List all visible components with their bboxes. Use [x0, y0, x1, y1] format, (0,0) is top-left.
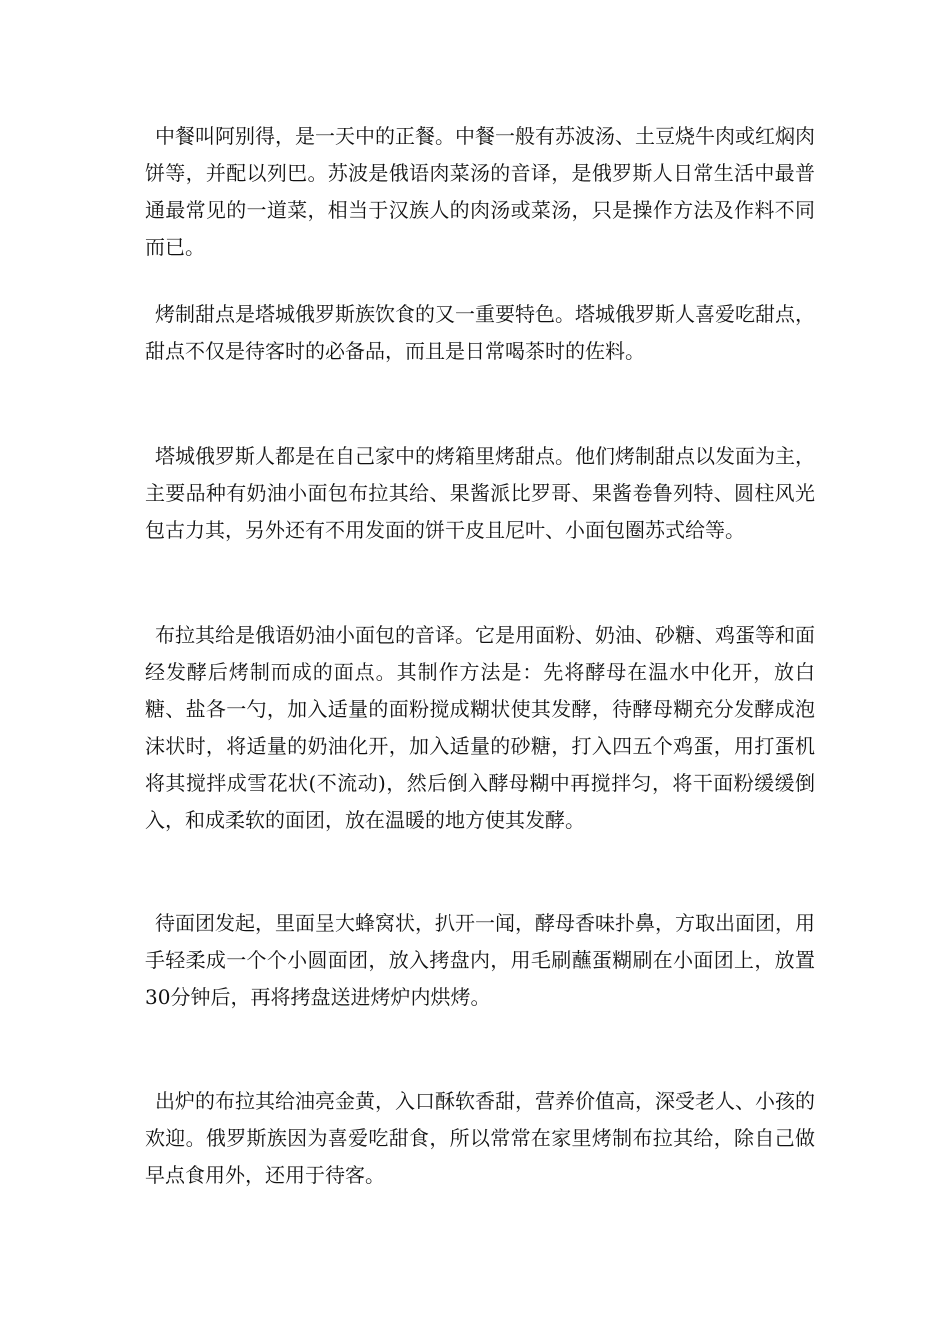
paragraph-dough-rising: 待面团发起，里面呈大蜂窝状，扒开一闻，酵母香味扑鼻，方取出面团，用手轻柔成一个个小圆面团，放入拷盘内，用毛刷蘸蛋糊刷在小面团上，放置30分钟后，再将拷盘送进烤炉内烘烤。 [145, 911, 815, 1009]
paragraph-finished-bread: 出炉的布拉其给油亮金黄，入口酥软香甜，营养价值高，深受老人、小孩的欢迎。俄罗斯族因为喜爱吃甜食，所以常常在家里烤制布拉其给，除自己做早点食用外，还用于待客。 [145, 1089, 815, 1187]
paragraph-home-oven: 塔城俄罗斯人都是在自己家中的烤箱里烤甜点。他们烤制甜点以发面为主，主要品种有奶油小面包布拉其给、果酱派比罗哥、果酱卷鲁列特、圆柱风光包古力其，另外还有不用发面的饼干皮且尼叶、小面包圈苏式给等。 [145, 444, 815, 542]
paragraph-baked-desserts: 烤制甜点是塔城俄罗斯族饮食的又一重要特色。塔城俄罗斯人喜爱吃甜点，甜点不仅是待客时的必备品，而且是日常喝茶时的佐料。 [145, 302, 815, 363]
paragraph-lunch: 中餐叫阿别得，是一天中的正餐。中餐一般有苏波汤、土豆烧牛肉或红焖肉饼等，并配以列巴。苏波是俄语肉菜汤的音译，是俄罗斯人日常生活中最普通最常见的一道菜，相当于汉族人的肉汤或菜汤，只是操作方法及作料不同而已。 [145, 124, 815, 259]
paragraph-bulachigei-recipe: 布拉其给是俄语奶油小面包的音译。它是用面粉、奶油、砂糖、鸡蛋等和面经发酵后烤制而成的面点。其制作方法是：先将酵母在温水中化开，放白糖、盐各一勺，加入适量的面粉搅成糊状使其发酵，待酵母糊充分发酵成泡沫状时，将适量的奶油化开，加入适量的砂糖，打入四五个鸡蛋，用打蛋机将其搅拌成雪花状(不流动)，然后倒入酵母糊中再搅拌匀，将干面粉缓缓倒入，和成柔软的面团，放在温暖的地方使其发酵。 [145, 623, 815, 832]
